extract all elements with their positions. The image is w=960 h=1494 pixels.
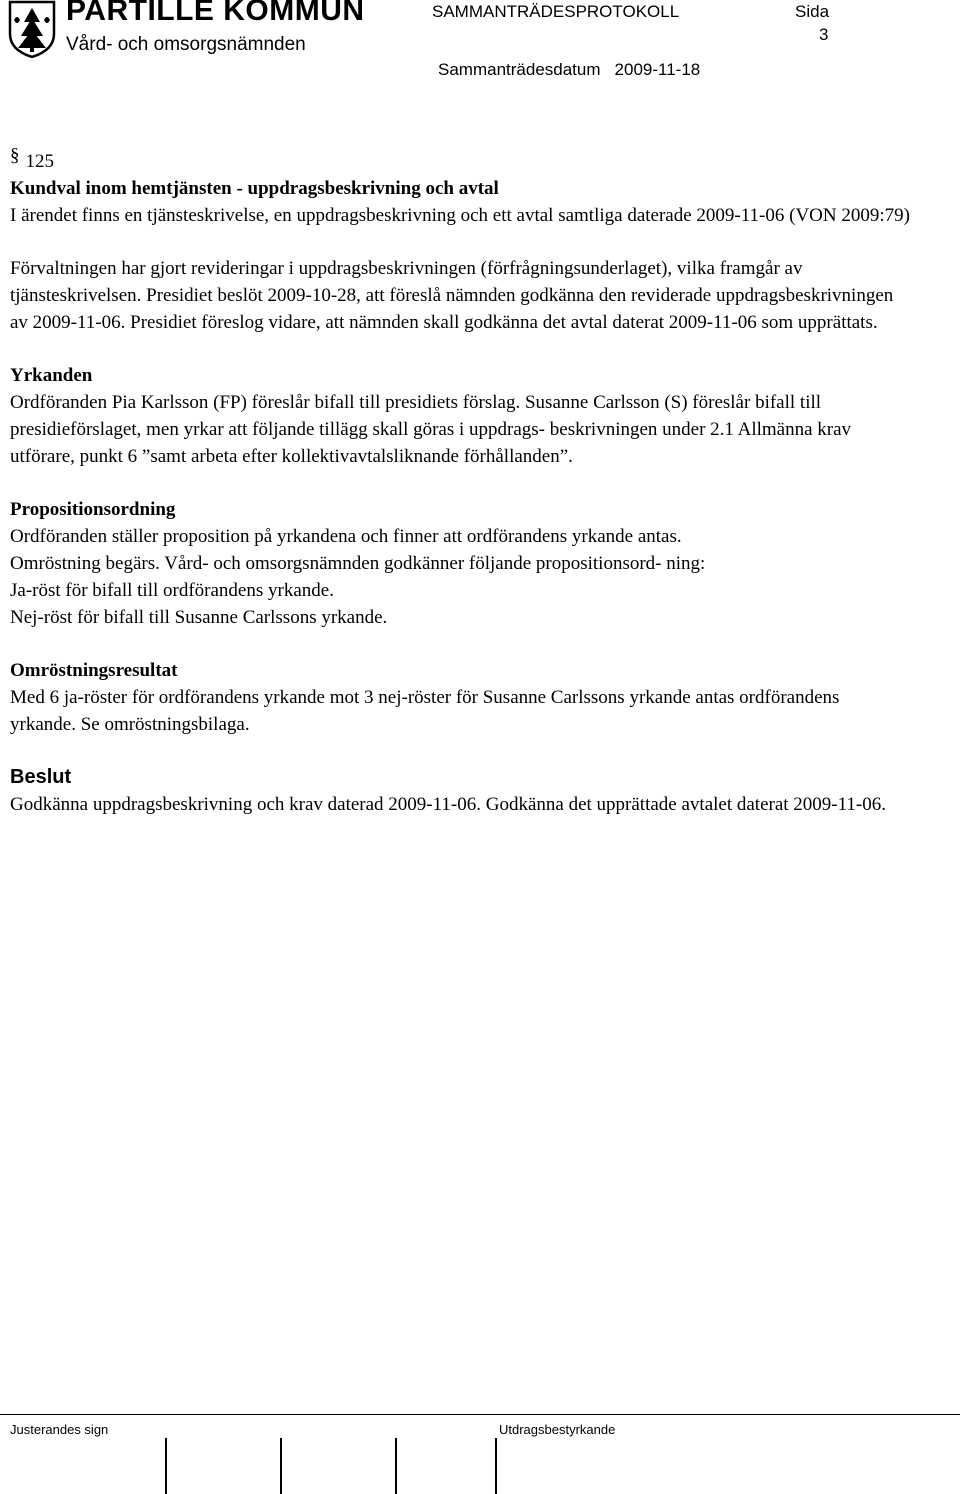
municipality-crest-logo [8,0,56,58]
beslut-text: Godkänna uppdragsbeskrivning och krav daterad 2009-11-06. Godkänna det upprättade avtalet daterat 2009-11-06. [10,794,887,815]
item-title: Kundval inom hemtjänsten - uppdragsbeskrivning och avtal [10,178,499,199]
nej-vote-option: Nej-röst för bifall till Susanne Carlssons yrkande. [10,607,388,628]
organization-name: PARTILLE KOMMUN [66,0,365,27]
item-background: Förvaltningen har gjort revideringar i uppdragsbeskrivningen (förfrågningsunderlaget), vilka framgår av tjänsteskrivelsen. Presidiet beslöt 2009-10-28, att föreslå nämnden godkänna den reviderade uppdragsbeskrivningen av 2009-11-06. Presidiet föreslog vidare, att nämnden skall godkänna det avtal daterat 2009-11-06 som upprättats. [10,258,894,333]
signature-box-divider [395,1438,397,1494]
yrkanden-text: Ordföranden Pia Karlsson (FP) föreslår bifall till presidiets förslag. Susanne Carlsson (S) föreslår bifall till presidieförslaget, men yrkar att följande tillägg skall göras i uppdrags- beskrivningen under 2.1 Allmänna krav utförare, punkt 6 ”samt arbeta efter kollektivavtalsliknande förhållanden”. [10,392,852,467]
section-sign: § [10,145,20,166]
page-label: Sida [795,2,830,21]
propositionsordning-line2: Omröstning begärs. Vård- och omsorgsnämnden godkänner följande propositionsord- ning: [10,553,706,574]
signature-box-divider [495,1438,497,1494]
document-type: SAMMANTRÄDESPROTOKOLL [432,2,680,21]
meeting-date-label: Sammanträdesdatum [438,60,601,79]
committee-name: Vård- och omsorgsnämnden [66,34,306,55]
propositionsordning-line1: Ordföranden ställer proposition på yrkandena och finner att ordförandens yrkande antas. [10,526,682,547]
ja-vote-option: Ja-röst för bifall till ordförandens yrkande. [10,580,334,601]
paragraph-number [10,145,910,175]
propositionsordning-heading: Propositionsordning [10,499,176,520]
page-number: 3 [819,25,829,44]
protocol-body [10,145,910,818]
utdragsbestyrkande-label: Utdragsbestyrkande [499,1422,616,1437]
signature-box-divider [280,1438,282,1494]
justerandes-sign-label: Justerandes sign [10,1422,109,1437]
meeting-date-line [438,60,700,80]
item-intro: I ärendet finns en tjänsteskrivelse, en uppdragsbeskrivning och ett avtal samtliga daterade 2009-11-06 (VON 2009:79) [10,205,910,226]
omrostningsresultat-text: Med 6 ja-röster för ordförandens yrkande mot 3 nej-röster för Susanne Carlssons yrkande antas ordförandens yrkande. Se omröstningsbilaga. [10,687,840,735]
meeting-date-value: 2009-11-18 [614,60,701,79]
footer-divider [0,1414,960,1415]
beslut-heading: Beslut [10,766,72,788]
yrkanden-heading: Yrkanden [10,365,93,386]
signature-box-divider [165,1438,167,1494]
item-number: 125 [25,151,54,172]
omrostningsresultat-heading: Omröstningsresultat [10,660,178,681]
